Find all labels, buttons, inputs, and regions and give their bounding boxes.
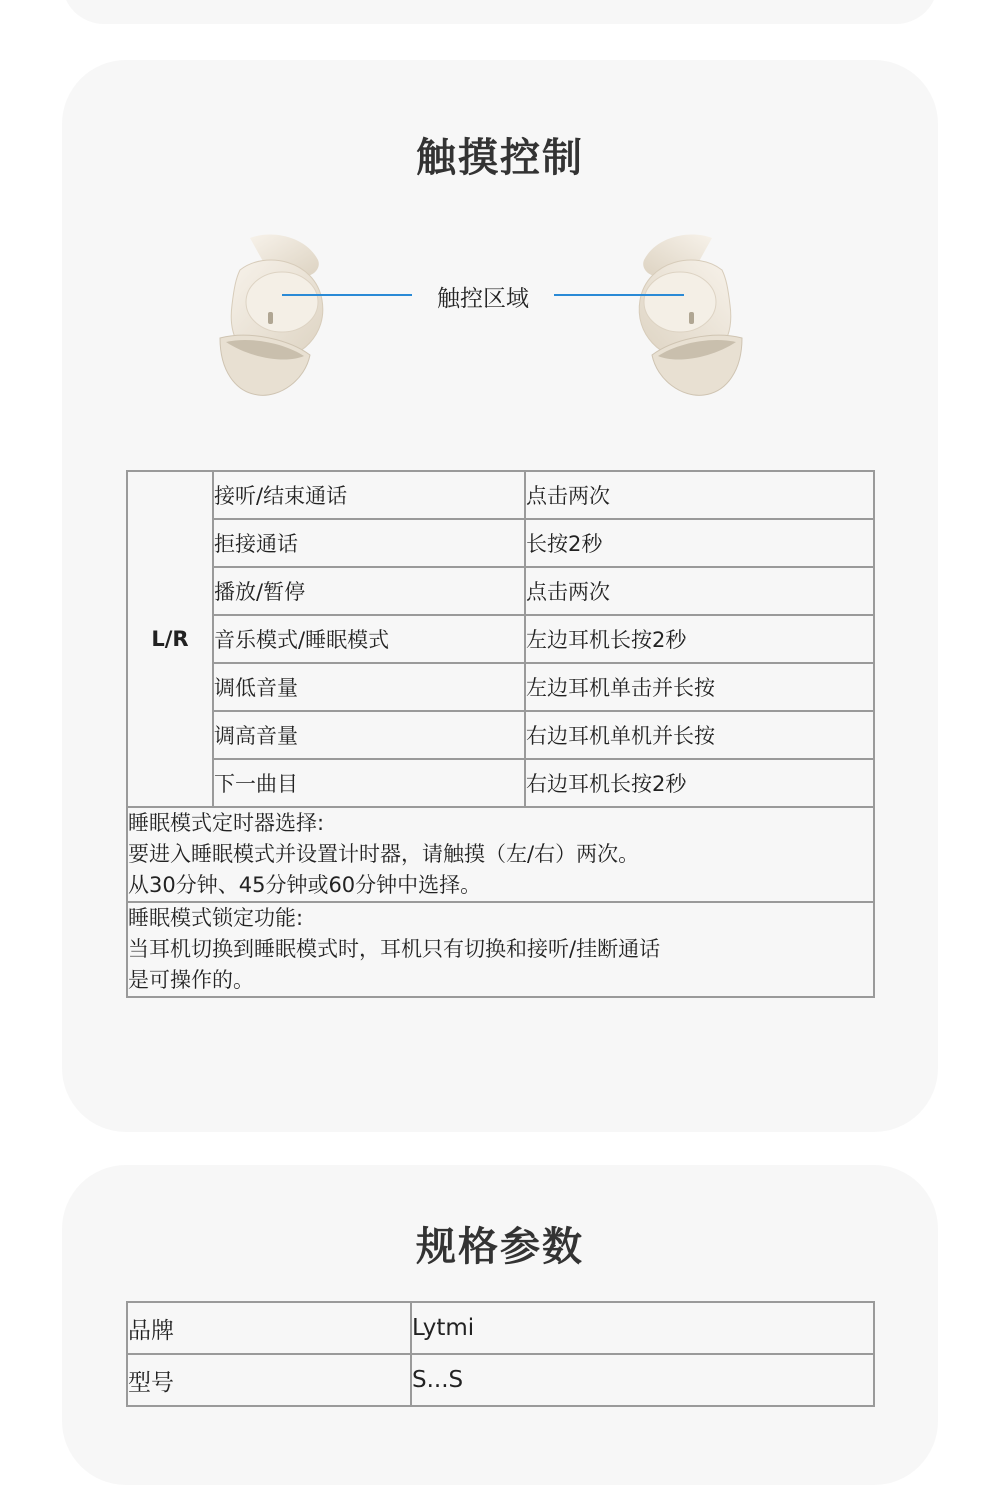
left-earbud-image: [210, 230, 330, 405]
note-line: 睡眠模式锁定功能:: [128, 906, 304, 930]
right-earbud-image: [632, 230, 752, 405]
table-row: [127, 567, 874, 615]
spec-value: S...S: [411, 1354, 874, 1406]
note-line: 是可操作的。: [128, 968, 254, 992]
control-method: 点击两次: [525, 567, 874, 615]
sleep-lock-note: [127, 902, 874, 997]
control-action: 调低音量: [213, 663, 525, 711]
control-method: 长按2秒: [525, 519, 874, 567]
section-title: 规格参数: [416, 1224, 584, 1270]
sleep-timer-note: [127, 807, 874, 902]
control-method: 左边耳机长按2秒: [525, 615, 874, 663]
control-method: 右边耳机单机并长按: [525, 711, 874, 759]
spec-table: [126, 1301, 875, 1407]
callout-line-left: [282, 294, 412, 296]
control-action: 播放/暂停: [213, 567, 525, 615]
note-line: 要进入睡眠模式并设置计时器，请触摸（左/右）两次。: [128, 842, 640, 866]
side-label: L/R: [127, 471, 213, 807]
table-row: [127, 615, 874, 663]
spec-key: 型号: [127, 1354, 411, 1406]
note-line: 睡眠模式定时器选择:: [128, 811, 325, 835]
table-row: [127, 711, 874, 759]
callout-line-right: [554, 294, 684, 296]
control-action: 音乐模式/睡眠模式: [213, 615, 525, 663]
control-method: 左边耳机单击并长按: [525, 663, 874, 711]
table-row: [127, 807, 874, 902]
touch-control-table: [126, 470, 875, 998]
control-method: 右边耳机长按2秒: [525, 759, 874, 807]
previous-section-card: [62, 0, 938, 24]
spec-value: Lytmi: [411, 1302, 874, 1354]
table-row: [127, 663, 874, 711]
spec-key: 品牌: [127, 1302, 411, 1354]
table-row: [127, 759, 874, 807]
control-action: 下一曲目: [213, 759, 525, 807]
table-row: [127, 1354, 874, 1406]
table-row: [127, 1302, 874, 1354]
note-line: 当耳机切换到睡眠模式时，耳机只有切换和接听/挂断通话: [128, 937, 661, 961]
note-line: 从30分钟、45分钟或60分钟中选择。: [128, 873, 482, 897]
control-method: 点击两次: [525, 471, 874, 519]
control-action: 调高音量: [213, 711, 525, 759]
section-title: 触摸控制: [416, 135, 584, 181]
table-row: [127, 471, 874, 519]
table-row: [127, 519, 874, 567]
table-row: [127, 902, 874, 997]
control-action: 接听/结束通话: [213, 471, 525, 519]
control-action: 拒接通话: [213, 519, 525, 567]
touch-area-label: 触控区域: [437, 286, 529, 312]
